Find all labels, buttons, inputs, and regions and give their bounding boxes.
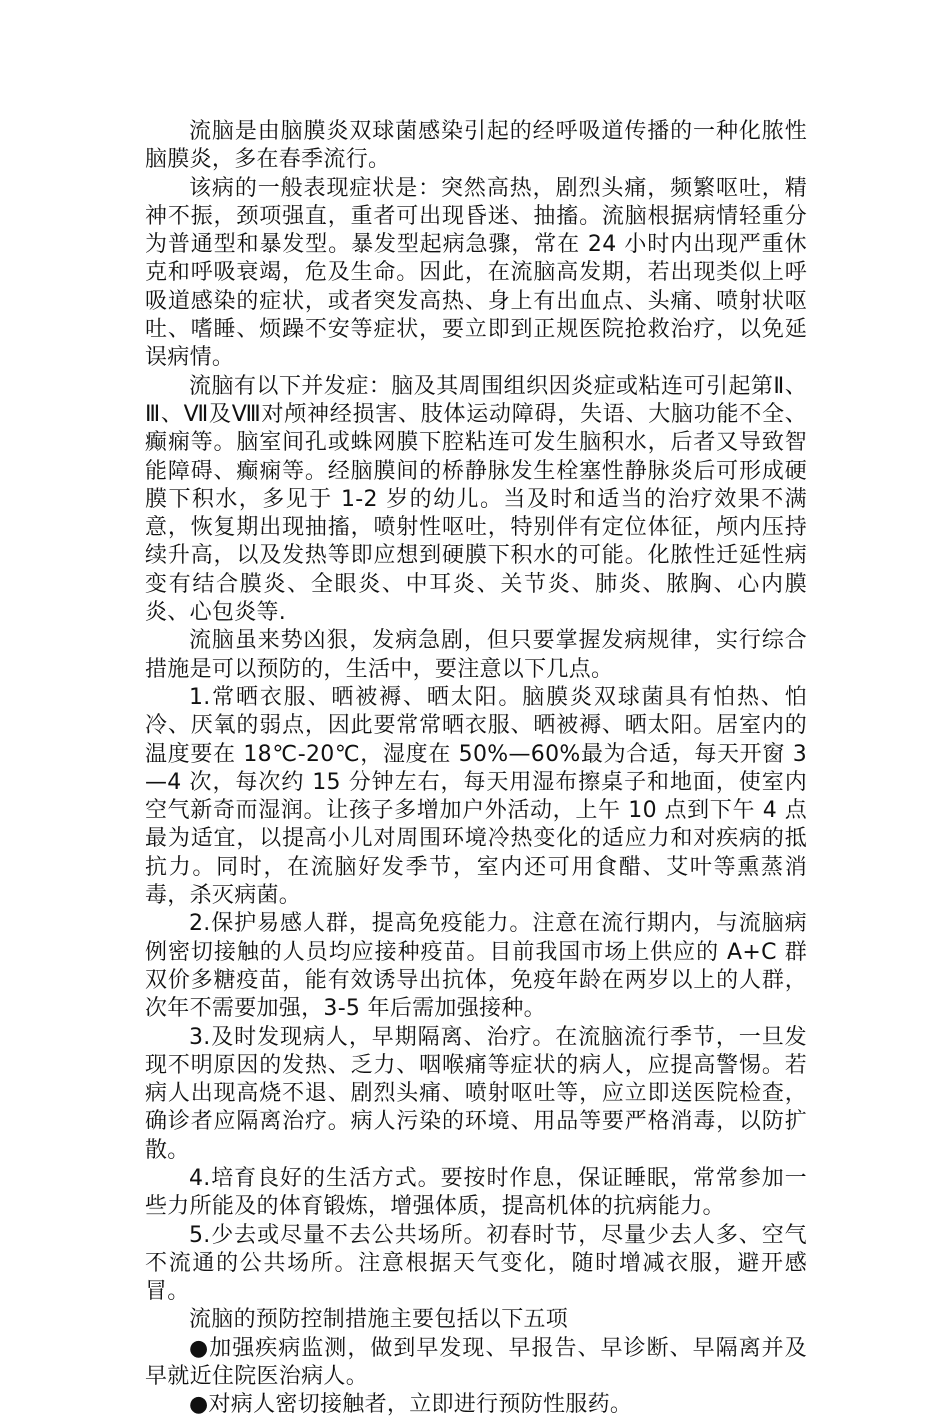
paragraph-complications: 流脑有以下并发症：脑及其周围组织因炎症或粘连可引起第Ⅱ、Ⅲ、Ⅶ及Ⅷ对颅神经损害、肢体运动障碍，失语、大脑功能不全、癫痫等。脑室间孔或蛛网膜下腔粘连可发生脑积水，后者又导致智能障碍、癫痫等。经脑膜间的桥静脉发生栓塞性静脉炎后可形成硬膜下积水，多见于 1-2 岁的幼儿。当及时和适当的治疗效果不满意，恢复期出现抽搐，喷射性呕吐，特别伴有定位体征，颅内压持续升高，以及发热等即应想到硬膜下积水的可能。化脓性迁延性病变有结合膜炎、全眼炎、中耳炎、关节炎、肺炎、脓胸、心内膜炎、心包炎等.: [145, 373, 807, 626]
paragraph-point-2: 2.保护易感人群，提高免疫能力。注意在流行期内，与流脑病例密切接触的人员均应接种疫苗。目前我国市场上供应的 A+C 群双价多糖疫苗，能有效诱导出抗体，免疫年龄在两岁以上的人群，次年不需要加强，3-5 年后需加强接种。: [145, 911, 807, 1022]
paragraph-symptoms: 该病的一般表现症状是：突然高热，剧烈头痛，频繁呕吐，精神不振，颈项强直，重者可出现昏迷、抽搐。流脑根据病情轻重分为普通型和暴发型。暴发型起病急骤，常在 24 小时内出现严重休克和呼吸衰竭，危及生命。因此，在流脑高发期，若出现类似上呼吸道感染的症状，或者突发高热、身上有出血点、头痛、喷射状呕吐、嗜睡、烦躁不安等症状，要立即到正规医院抢救治疗，以免延误病情。: [145, 175, 807, 371]
document-body: [145, 118, 807, 1420]
paragraph-point-5: 5.少去或尽量不去公共场所。初春时节，尽量少去人多、空气不流通的公共场所。注意根据天气变化，随时增减衣服，避开感冒。: [145, 1222, 807, 1305]
bullet-item-monitoring: ●加强疾病监测，做到早发现、早报告、早诊断、早隔离并及早就近住院医治病人。: [145, 1335, 807, 1390]
paragraph-point-3: 3.及时发现病人，早期隔离、治疗。在流脑流行季节，一旦发现不明原因的发热、乏力、咽喉痛等症状的病人，应提高警惕。若病人出现高烧不退、剧烈头痛、喷射呕吐等，应立即送医院检查，确诊者应隔离治疗。病人污染的环境、用品等要严格消毒，以防扩散。: [145, 1024, 807, 1163]
paragraph-control-measures: 流脑的预防控制措施主要包括以下五项: [189, 1307, 569, 1333]
paragraph-point-1: 1.常晒衣服、晒被褥、晒太阳。脑膜炎双球菌具有怕热、怕冷、厌氧的弱点，因此要常常晒衣服、晒被褥、晒太阳。居室内的温度要在 18℃-20℃，湿度在 50%—60%最为合适，每天开窗 3—4 次，每次约 15 分钟左右，每天用湿布擦桌子和地面，使室内空气新奇而湿润。让孩子多增加户外活动，上午 10 点到下午 4 点最为适宜，以提高小儿对周围环境冷热变化的适应力和对疾病的抵抗力。同时，在流脑好发季节，室内还可用食醋、艾叶等熏蒸消毒，杀灭病菌。: [145, 684, 807, 909]
bullet-item-contacts: ●对病人密切接触者，立即进行预防性服药。: [189, 1392, 633, 1418]
paragraph-prevention-intro: 流脑虽来势凶狠，发病急剧，但只要掌握发病规律，实行综合措施是可以预防的，生活中，要注意以下几点。: [145, 628, 807, 682]
paragraph-intro: 流脑是由脑膜炎双球菌感染引起的经呼吸道传播的一种化脓性脑膜炎，多在春季流行。: [145, 119, 807, 173]
paragraph-point-4: 4.培育良好的生活方式。要按时作息，保证睡眠，常常参加一些力所能及的体育锻炼，增强体质，提高机体的抗病能力。: [145, 1165, 807, 1220]
